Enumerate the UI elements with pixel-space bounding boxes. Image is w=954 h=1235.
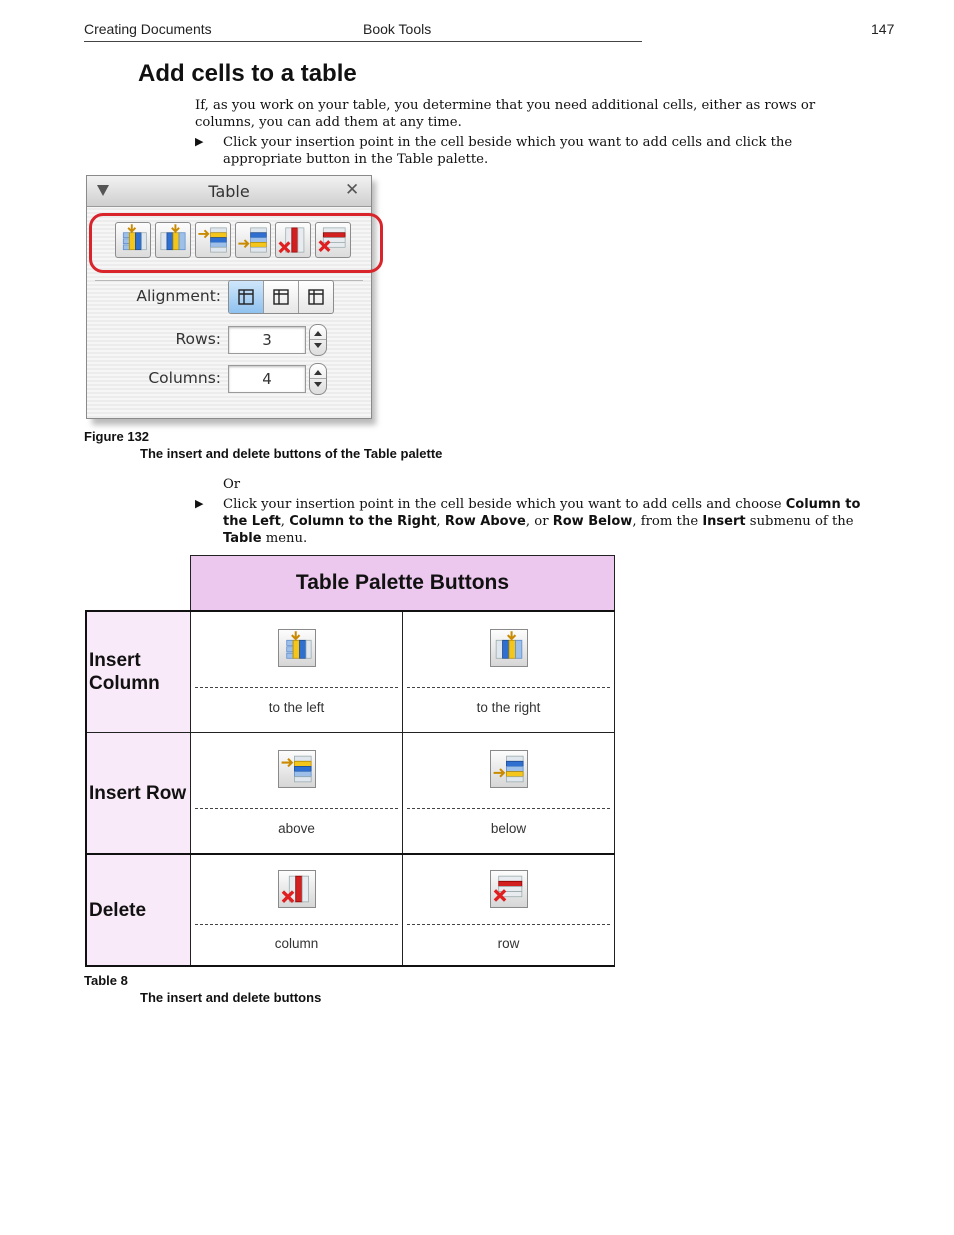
table-label: Table 8 [84, 973, 128, 988]
table-caption: The insert and delete buttons [140, 990, 322, 1005]
bullet-instruction-1: Click your insertion point in the cell beside which you want to add cells and click the appropriate button in the Table palette. [223, 135, 793, 167]
menu-item-column-right: Column to the Right [289, 514, 437, 529]
align-bottom-button[interactable] [298, 281, 333, 313]
menu-item-column-left: Column to the Left [223, 497, 861, 529]
alignment-segmented-control [228, 280, 334, 314]
row-label-insert-column: Insert Column [86, 611, 191, 733]
bullet-marker: ▶ [195, 498, 204, 510]
header-rule [84, 41, 642, 42]
columns-stepper[interactable] [309, 363, 327, 395]
insert-column-left-icon [278, 629, 316, 667]
delete-column-icon [278, 870, 316, 908]
row-label-delete: Delete [86, 854, 191, 966]
bullet-instruction-2: Click your insertion point in the cell beside which you want to add cells and choose Column to the Left, Column to the Right, Row Above, or Row Below, from the Insert submenu of the Table menu. [223, 497, 861, 546]
table-title: Table Palette Buttons [191, 556, 615, 612]
cell-label: column [274, 936, 319, 951]
palette-title: Table [208, 182, 250, 201]
columns-label: Columns: [148, 369, 221, 387]
palette-buttons-table [85, 555, 615, 967]
figure-label: Figure 132 [84, 429, 150, 444]
intro-paragraph: If, as you work on your table, you determine that you need additional cells, either as rows or columns, you can add them at any time. [195, 98, 816, 130]
align-middle-button[interactable] [263, 281, 298, 313]
insert-submenu: Insert [702, 514, 746, 529]
cell-delete-row [403, 854, 615, 966]
rows-stepper[interactable] [309, 324, 327, 356]
row-label-insert-row: Insert Row [86, 733, 191, 855]
palette-titlebar [87, 176, 371, 207]
highlight-ring [89, 213, 383, 273]
cell-label: to the right [476, 700, 541, 715]
alignment-label: Alignment: [136, 287, 221, 305]
cell-label: below [490, 821, 527, 836]
or-text: Or [223, 477, 241, 492]
cell-label: row [497, 936, 520, 951]
bullet-marker: ▶ [195, 136, 204, 148]
close-icon[interactable]: ✕ [345, 180, 360, 200]
section-heading: Add cells to a table [138, 60, 357, 87]
cell-delete-column [191, 854, 403, 966]
cell-insert-column-left [191, 611, 403, 733]
insert-row-above-icon [278, 750, 316, 788]
menu-item-row-above: Row Above [444, 514, 526, 529]
cell-insert-column-right [403, 611, 615, 733]
rows-field[interactable]: 3 [228, 326, 306, 354]
table-menu: Table [223, 531, 262, 546]
page-number: 147 [871, 21, 895, 37]
insert-column-right-icon [490, 629, 528, 667]
cell-label: to the left [268, 700, 325, 715]
columns-field[interactable]: 4 [228, 365, 306, 393]
running-header-chapter: Book Tools [363, 21, 432, 37]
insert-row-below-icon [490, 750, 528, 788]
table-palette [86, 175, 380, 427]
running-header-section: Creating Documents [84, 21, 212, 37]
cell-label: above [278, 821, 315, 836]
rows-label: Rows: [175, 330, 221, 348]
cell-insert-row-below [403, 733, 615, 855]
figure-caption: The insert and delete buttons of the Table palette [140, 446, 443, 461]
delete-row-icon [490, 870, 528, 908]
menu-item-row-below: Row Below [552, 514, 633, 529]
cell-insert-row-above [191, 733, 403, 855]
align-top-button[interactable] [229, 281, 263, 313]
